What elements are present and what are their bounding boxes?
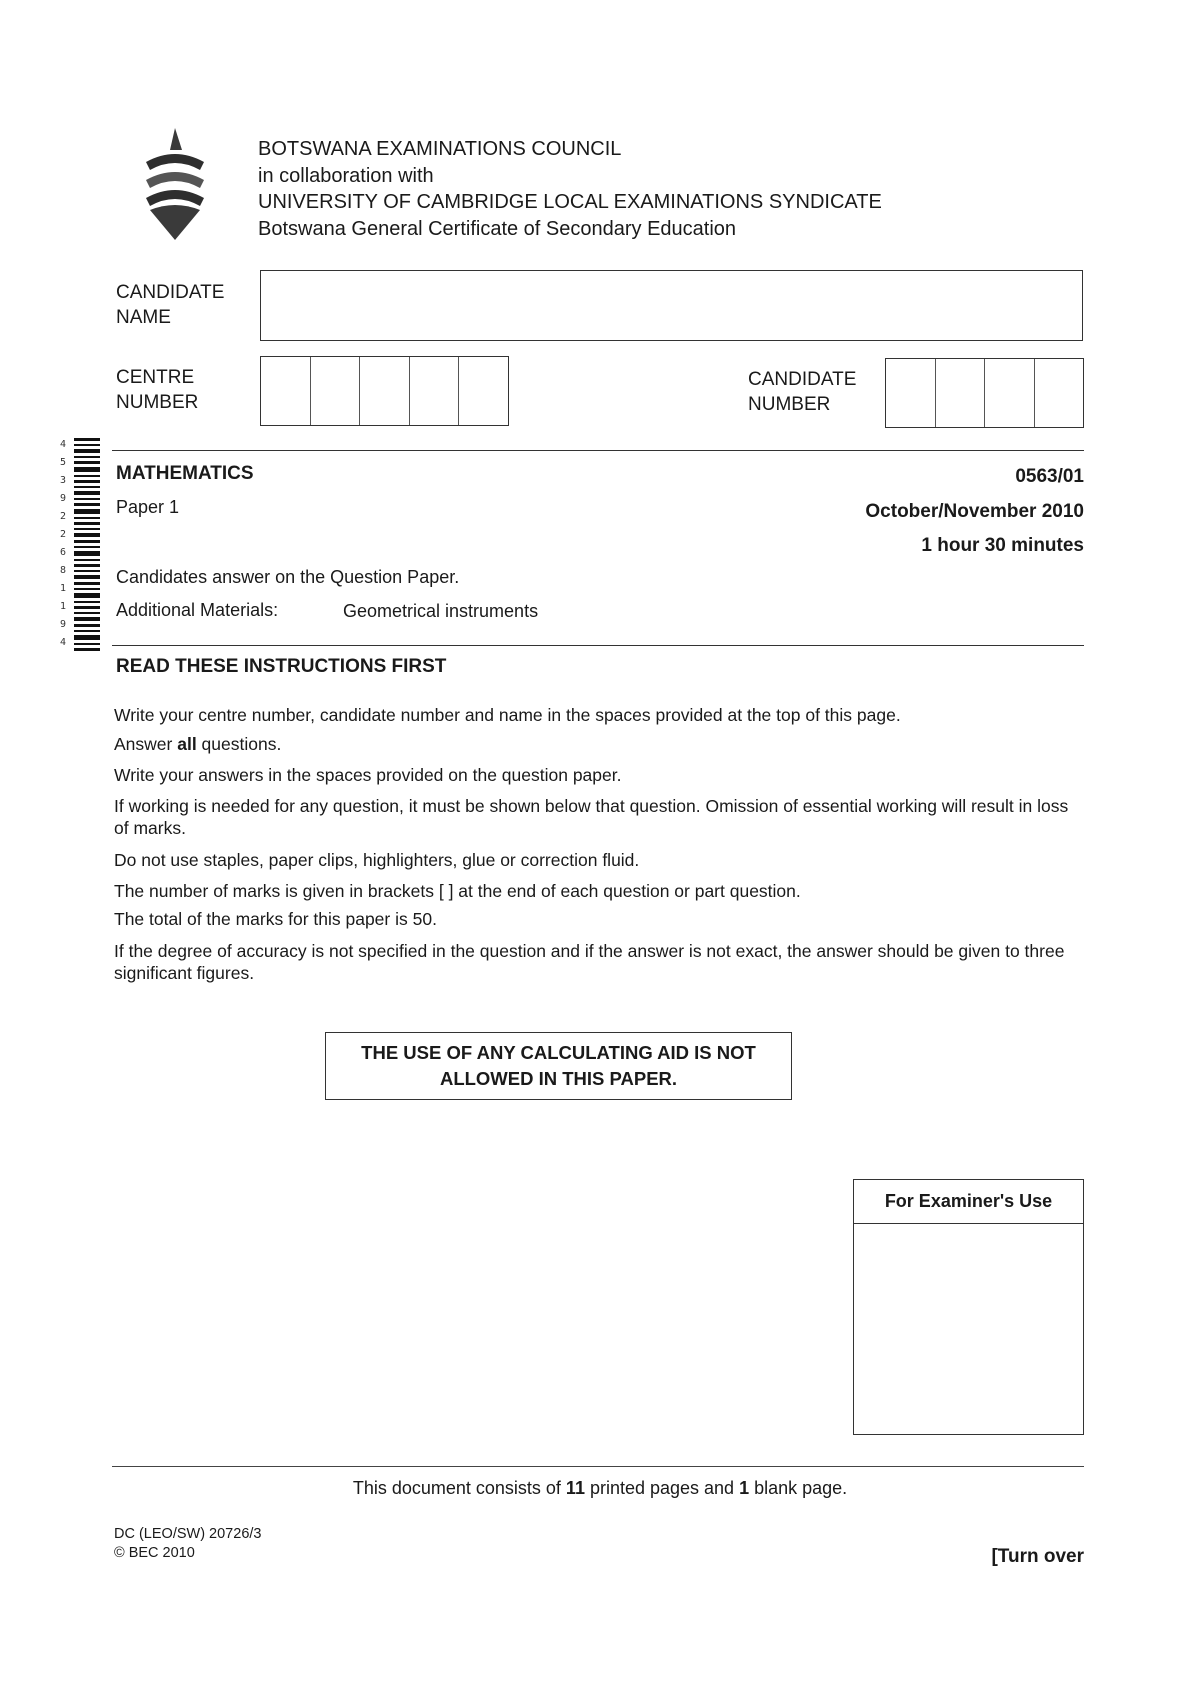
materials-label: Additional Materials: bbox=[116, 600, 279, 620]
document-reference bbox=[114, 1525, 261, 1563]
instruction-item: Write your answers in the spaces provided on the question paper. bbox=[114, 765, 622, 785]
barcode-digit: 6 bbox=[60, 547, 67, 558]
centre-digit-box[interactable] bbox=[360, 357, 410, 425]
barcode-digit: 8 bbox=[60, 565, 67, 576]
barcode-digit: 1 bbox=[60, 583, 67, 594]
candidate-number-label-line2: NUMBER bbox=[748, 394, 831, 415]
candidate-number-label-line1: CANDIDATE bbox=[748, 369, 857, 390]
candidate-digit-box[interactable] bbox=[936, 359, 986, 427]
centre-digit-box[interactable] bbox=[261, 357, 311, 425]
centre-number-field[interactable] bbox=[260, 356, 509, 426]
exam-duration: 1 hour 30 minutes bbox=[921, 535, 1084, 556]
turn-over: [Turn over bbox=[991, 1546, 1084, 1567]
barcode bbox=[60, 436, 100, 658]
instructions-title: READ THESE INSTRUCTIONS FIRST bbox=[116, 656, 447, 677]
qualification-name: Botswana General Certificate of Secondary Education bbox=[258, 217, 737, 240]
answer-instruction: Candidates answer on the Question Paper. bbox=[116, 567, 460, 587]
centre-number-label bbox=[116, 365, 198, 415]
council-name: BOTSWANA EXAMINATIONS COUNCIL bbox=[258, 138, 622, 160]
candidate-name-label bbox=[116, 280, 224, 330]
botswana-examinations-council-logo bbox=[140, 128, 210, 240]
candidate-digit-box[interactable] bbox=[886, 359, 936, 427]
centre-number-label-line1: CENTRE bbox=[116, 367, 195, 388]
exam-session: October/November 2010 bbox=[865, 501, 1084, 522]
materials-value: Geometrical instruments bbox=[343, 601, 539, 621]
instruction-item: Answer all questions. bbox=[114, 734, 282, 754]
divider bbox=[112, 1466, 1084, 1467]
barcode-digit: 5 bbox=[60, 457, 67, 468]
candidate-name-field[interactable] bbox=[260, 270, 1083, 341]
calculator-notice-line2: ALLOWED IN THIS PAPER. bbox=[439, 1068, 678, 1089]
barcode-digit: 2 bbox=[60, 529, 67, 540]
barcode-digit: 9 bbox=[60, 619, 67, 630]
collaboration-text: in collaboration with bbox=[258, 164, 434, 187]
examiner-use-box bbox=[853, 1179, 1084, 1435]
header bbox=[258, 136, 882, 242]
instruction-item: Write your centre number, candidate number and name in the spaces provided at the top of this page. bbox=[114, 705, 901, 725]
candidate-name-label-line2: NAME bbox=[116, 307, 171, 328]
barcode-digit: 1 bbox=[60, 601, 67, 612]
examiner-use-title: For Examiner's Use bbox=[854, 1180, 1083, 1224]
barcode-digits bbox=[60, 436, 72, 652]
centre-digit-box[interactable] bbox=[410, 357, 460, 425]
candidate-number-field[interactable] bbox=[885, 358, 1084, 428]
paper-number: Paper 1 bbox=[116, 497, 180, 517]
subject-title: MATHEMATICS bbox=[116, 463, 254, 484]
candidate-digit-box[interactable] bbox=[1035, 359, 1084, 427]
calculator-notice-line1: THE USE OF ANY CALCULATING AID IS NOT bbox=[361, 1042, 756, 1063]
paper-code: 0563/01 bbox=[1015, 466, 1084, 487]
barcode-digit: 9 bbox=[60, 493, 67, 504]
centre-number-label-line2: NUMBER bbox=[116, 392, 199, 413]
instruction-item: The number of marks is given in brackets [ ] at the end of each question or part question. bbox=[114, 881, 801, 901]
divider bbox=[112, 450, 1084, 451]
instruction-item: Do not use staples, paper clips, highlighters, glue or correction fluid. bbox=[114, 850, 640, 870]
copyright: © BEC 2010 bbox=[114, 1545, 195, 1561]
barcode-digit: 4 bbox=[60, 637, 67, 648]
candidate-digit-box[interactable] bbox=[985, 359, 1035, 427]
calculator-notice bbox=[325, 1032, 792, 1100]
instruction-item: If the degree of accuracy is not specified in the question and if the answer is not exact, the answer should be given to three significant figures. bbox=[114, 941, 1065, 983]
divider bbox=[112, 645, 1084, 646]
document-ref-code: DC (LEO/SW) 20726/3 bbox=[114, 1526, 262, 1542]
candidate-number-label bbox=[748, 367, 856, 417]
barcode-digit: 2 bbox=[60, 511, 67, 522]
page-count-note: This document consists of 11 printed pages and 1 blank page. bbox=[352, 1478, 848, 1498]
instruction-item: If working is needed for any question, it must be shown below that question. Omission of essential working will result in loss of marks. bbox=[114, 796, 1069, 838]
barcode-digit: 4 bbox=[60, 439, 67, 450]
instruction-item: The total of the marks for this paper is 50. bbox=[114, 909, 437, 929]
syndicate-name: UNIVERSITY OF CAMBRIDGE LOCAL EXAMINATIONS SYNDICATE bbox=[258, 191, 882, 213]
barcode-digit: 3 bbox=[60, 475, 67, 486]
centre-digit-box[interactable] bbox=[459, 357, 508, 425]
centre-digit-box[interactable] bbox=[311, 357, 361, 425]
candidate-name-label-line1: CANDIDATE bbox=[116, 282, 225, 303]
